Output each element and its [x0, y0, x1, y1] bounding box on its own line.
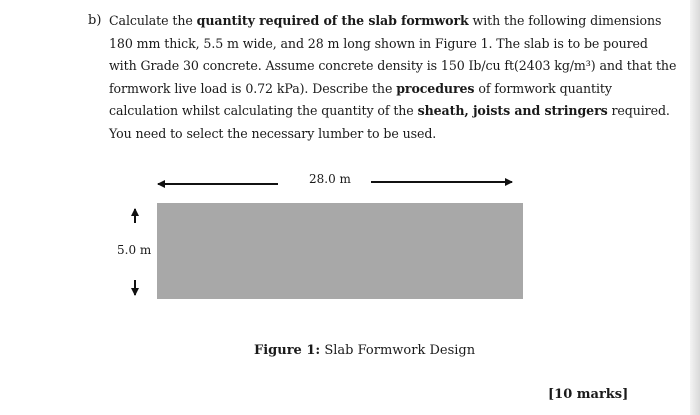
question-bold-segment: sheath, joists and stringers [417, 103, 608, 118]
question-text-segment: formwork live load is 0.72 kPa). Describe the [109, 80, 397, 96]
slab-rectangle [157, 203, 523, 299]
question-text-segment: required. [607, 103, 670, 118]
question-text-segment: 180 mm thick, 5.5 m wide, and 28 m long shown in Figure 1. The slab is to be poured [109, 35, 648, 51]
width-dimension-label: 5.0 m [117, 243, 152, 257]
question-text-segment: Calculate the [109, 13, 197, 28]
question-text-segment: of formwork quantity [474, 80, 612, 96]
question-text-segment: with Grade 30 concrete. Assume concrete density is 150 Ib/cu ft(2403 kg/m³) and that the [109, 58, 677, 73]
question-bold-segment: procedures [396, 80, 475, 96]
question-bold-segment: quantity required of the slab formwork [196, 13, 469, 28]
figure-caption [254, 343, 475, 358]
question-text-segment: calculation whilst calculating the quantity of the [109, 103, 418, 118]
question-text-segment: You need to select the necessary lumber to be used. [109, 125, 437, 141]
marks-label: [10 marks] [548, 387, 629, 402]
length-dimension-label: 28.0 m [309, 172, 351, 186]
question-text-segment: with the following dimensions [468, 13, 662, 28]
figure-caption-text: Slab Formwork Design [324, 343, 476, 358]
question-label: b) [88, 13, 102, 28]
figure-caption-label: Figure 1: [254, 343, 321, 358]
